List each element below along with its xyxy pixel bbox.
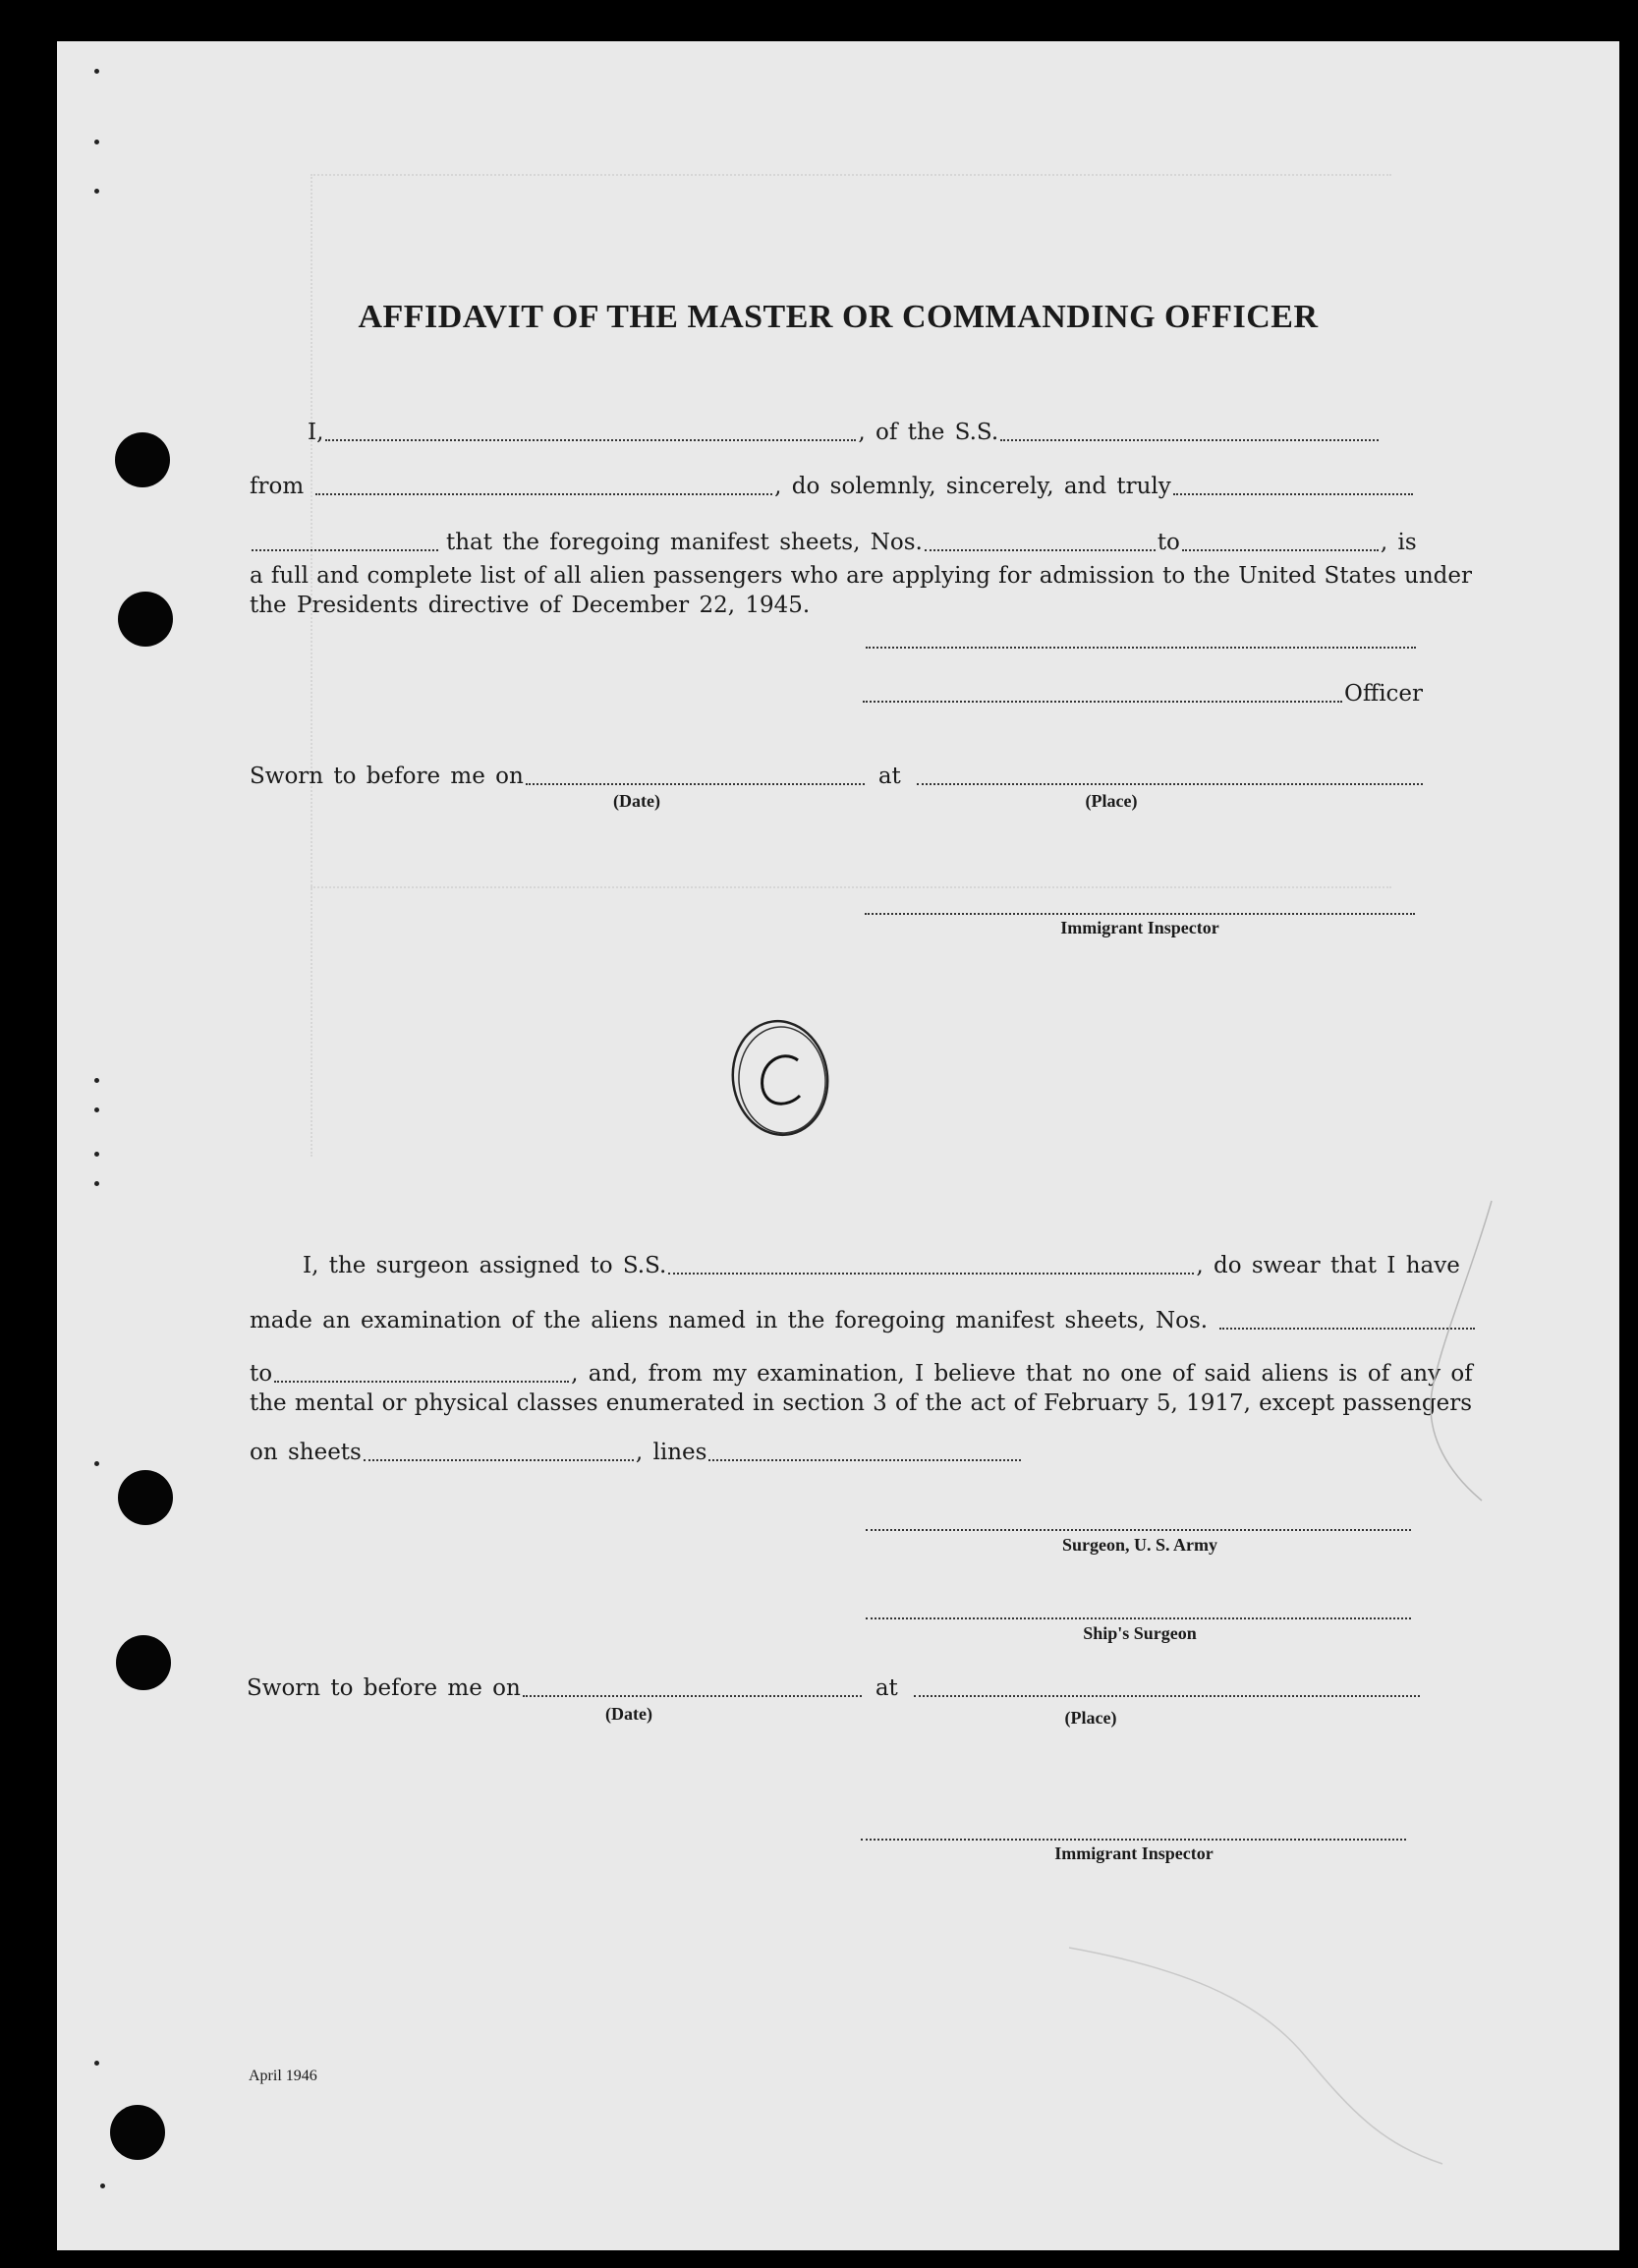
speck xyxy=(94,69,99,74)
master-nos-to-field[interactable] xyxy=(1182,530,1379,551)
crease-mark xyxy=(1423,1191,1501,1505)
surgeon-sheets-field[interactable] xyxy=(364,1440,634,1461)
bleed-through-line xyxy=(311,886,1391,888)
surgeon-inspector-caption: Immigrant Inspector xyxy=(1054,1843,1214,1863)
speck xyxy=(94,1152,99,1157)
master-line-4: a full and complete list of all alien passengers who are applying for admission to the United States under xyxy=(250,563,1472,589)
master-ship-label: , of the S.S. xyxy=(858,420,999,445)
surgeon-swear-label: , do swear that I have xyxy=(1196,1253,1460,1278)
surgeon-lines-field[interactable] xyxy=(708,1440,1021,1461)
army-surgeon-caption: Surgeon, U. S. Army xyxy=(1061,1535,1217,1555)
surgeon-date-caption: (Date) xyxy=(605,1704,652,1724)
circled-c-handwritten-mark xyxy=(723,1009,841,1147)
master-swear-label: , do solemnly, sincerely, and truly xyxy=(774,474,1171,499)
footer-date: April 1946 xyxy=(249,2068,317,2084)
master-from-field[interactable] xyxy=(315,474,772,495)
master-nos-from-field[interactable] xyxy=(925,530,1156,551)
army-surgeon-signature-line[interactable] xyxy=(866,1527,1411,1531)
punch-hole xyxy=(115,432,170,487)
officer-line xyxy=(861,678,1423,709)
master-name-field[interactable] xyxy=(325,420,856,441)
surgeon-place-caption: (Place) xyxy=(1064,1708,1117,1728)
surgeon-ship-field[interactable] xyxy=(668,1253,1194,1275)
master-signature-line[interactable] xyxy=(866,645,1416,649)
surgeon-assigned-label: I, the surgeon assigned to S.S. xyxy=(303,1253,667,1278)
speck xyxy=(94,1078,99,1083)
surgeon-examination-label: made an examination of the aliens named in the foregoing manifest sheets, Nos. xyxy=(250,1308,1209,1333)
master-line-1 xyxy=(308,417,1381,448)
master-i-label: I, xyxy=(308,420,324,445)
speck xyxy=(94,1181,99,1186)
master-is-label: , is xyxy=(1380,530,1417,555)
master-at-label: at xyxy=(877,764,901,789)
master-date-caption: (Date) xyxy=(613,791,660,811)
surgeon-belief-text: , and, from my examination, I believe that no one of said aliens is of any of xyxy=(571,1361,1473,1387)
officer-signature-field[interactable] xyxy=(863,681,1342,703)
master-sworn-line xyxy=(250,761,1425,792)
master-sworn-place-field[interactable] xyxy=(917,764,1423,785)
crease-mark xyxy=(1059,1938,1452,2174)
ships-surgeon-signature-line[interactable] xyxy=(866,1616,1411,1619)
speck xyxy=(94,189,99,194)
master-sworn-label: Sworn to before me on xyxy=(250,764,524,789)
punch-hole xyxy=(110,2105,165,2160)
surgeon-sworn-line xyxy=(247,1673,1422,1704)
surgeon-inspector-signature-line[interactable] xyxy=(861,1837,1406,1841)
master-sworn-date-field[interactable] xyxy=(526,764,865,785)
document-page xyxy=(57,41,1619,2250)
master-inspector-caption: Immigrant Inspector xyxy=(1060,918,1219,937)
punch-hole xyxy=(118,1470,173,1525)
master-to-label: to xyxy=(1157,530,1180,555)
master-swear-word-field[interactable] xyxy=(252,530,438,551)
surgeon-at-label: at xyxy=(875,1675,898,1701)
surgeon-line-4: the mental or physical classes enumerated in section 3 of the act of February 5, 1917, except passengers xyxy=(250,1390,1472,1416)
master-manifest-label: that the foregoing manifest sheets, Nos. xyxy=(446,530,923,555)
master-inspector-signature-line[interactable] xyxy=(865,911,1415,915)
master-directive-text: the Presidents directive of December 22, 1945. xyxy=(250,593,811,618)
master-place-caption: (Place) xyxy=(1085,791,1138,811)
surgeon-sworn-date-field[interactable] xyxy=(523,1675,862,1697)
surgeon-sworn-label: Sworn to before me on xyxy=(247,1675,521,1701)
master-swear-field[interactable] xyxy=(1173,474,1413,495)
affidavit-title: AFFIDAVIT OF THE MASTER OR COMMANDING OFFICER xyxy=(358,299,1319,335)
speck xyxy=(94,140,99,144)
speck xyxy=(94,2061,99,2066)
speck xyxy=(100,2183,105,2188)
bleed-through-line xyxy=(311,174,1391,176)
master-from-label: from xyxy=(250,474,305,499)
master-line-2 xyxy=(250,471,1415,502)
surgeon-line-5 xyxy=(250,1437,1023,1468)
surgeon-to-label: to xyxy=(250,1361,273,1387)
punch-hole xyxy=(116,1635,171,1690)
master-line-3 xyxy=(250,527,1417,558)
officer-label: Officer xyxy=(1344,681,1424,707)
surgeon-line-2 xyxy=(250,1305,1477,1336)
surgeon-sheets-label: on sheets xyxy=(250,1440,362,1465)
master-line-5 xyxy=(250,590,810,621)
surgeon-line-3 xyxy=(250,1358,1473,1389)
speck xyxy=(94,1461,99,1466)
punch-hole xyxy=(118,592,173,647)
surgeon-sworn-place-field[interactable] xyxy=(914,1675,1420,1697)
surgeon-nos-to-field[interactable] xyxy=(274,1361,569,1383)
surgeon-line-1 xyxy=(303,1250,1460,1281)
ships-surgeon-caption: Ship's Surgeon xyxy=(1083,1623,1197,1643)
speck xyxy=(94,1107,99,1112)
surgeon-lines-label: , lines xyxy=(635,1440,707,1465)
master-ship-field[interactable] xyxy=(1000,420,1379,441)
